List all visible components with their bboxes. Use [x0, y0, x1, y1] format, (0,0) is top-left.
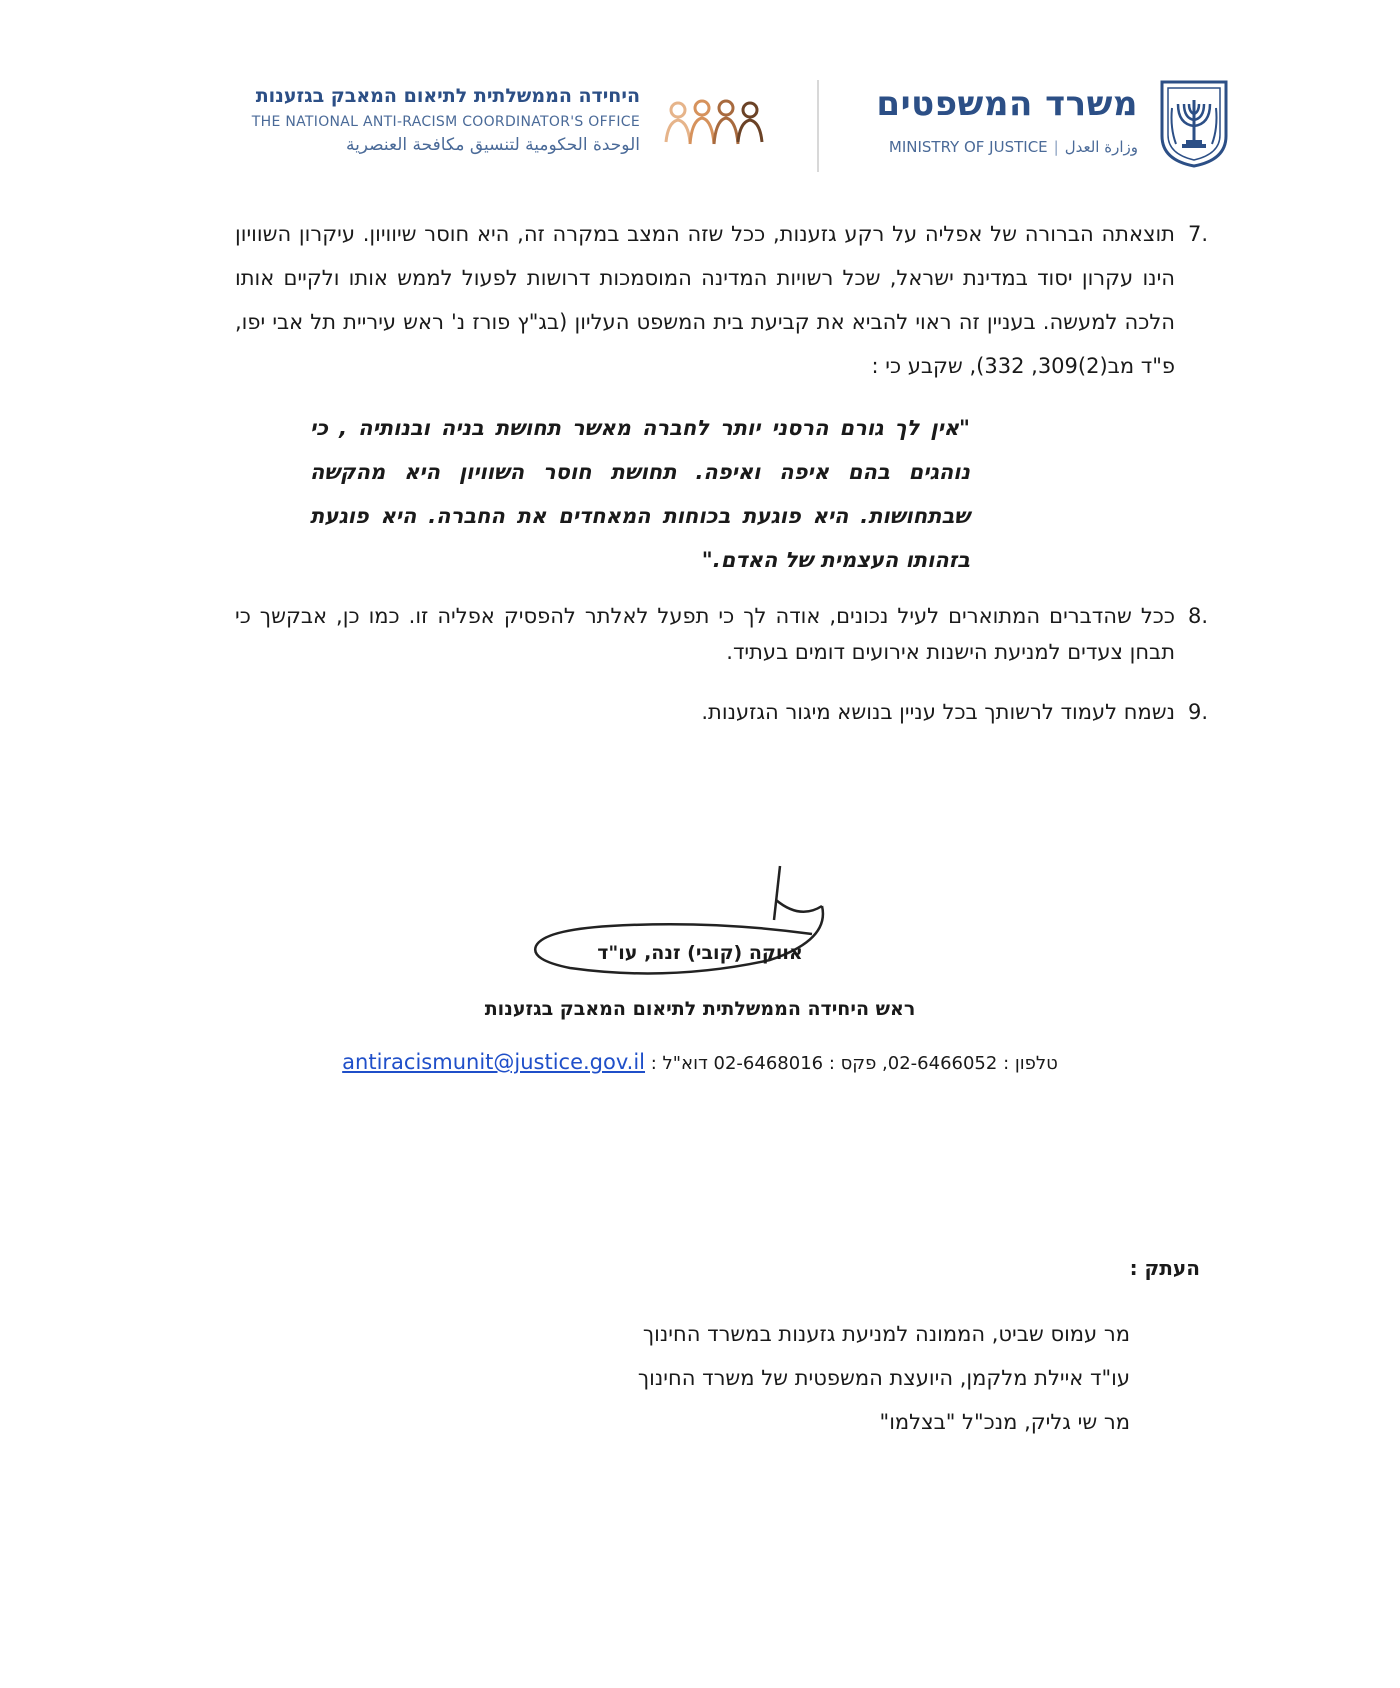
- paragraph-8: [190, 598, 1209, 670]
- unit-name-block: [200, 84, 640, 156]
- paragraph-text: תוצאתה הברורה של אפליה על רקע גזענות, ככל שזה המצב במקרה זה, היא חוסר שיוויון. עיקרון השוויון הינו עקרון יסוד במדינת ישראל, שכל רשויות המדינה המוסמכות דרושות לפעול לממש אותו ולקיים אותו הלכה למעשה. בעניין זה ראוי להביא את קביעת בית המשפט העליון (בג"ץ פורז נ' ראש עיריית תל אבי יפו, פ"ד מב(2)309, 332), שקבע כי :: [235, 222, 1175, 378]
- cc-recipient: עו"ד איילת מלקמן, היועצת המשפטית של משרד החינוך: [637, 1366, 1130, 1390]
- unit-name-hebrew: היחידה הממשלתית לתיאום המאבק בגזענות: [255, 85, 640, 107]
- paragraph-9: [190, 694, 1209, 730]
- ministry-name-arabic: وزارة العدل: [1064, 138, 1138, 156]
- cc-recipient: מר שי גליק, מנכ"ל "בצלמו": [879, 1410, 1130, 1434]
- people-group-icon: [660, 96, 770, 156]
- unit-name-english: THE NATIONAL ANTI-RACISM COORDINATOR'S OFFICE: [251, 114, 640, 130]
- cc-recipients-list: [430, 1312, 1130, 1444]
- contact-email-link[interactable]: antiracismunit@justice.gov.il: [342, 1050, 646, 1074]
- unit-name-arabic: الوحدة الحكومية لتنسيق مكافحة العنصرية: [345, 135, 640, 155]
- cc-recipient: מר עמוס שביט, הממונה למניעת גזענות במשרד החינוך: [642, 1322, 1130, 1346]
- signatory-name: אווקה (קובי) זנה, עו"ד: [597, 942, 803, 964]
- paragraph-number: .9: [1187, 700, 1209, 724]
- signatory-title: ראש היחידה הממשלתית לתיאום המאבק בגזענות: [484, 998, 916, 1020]
- paragraph-text: נשמח לעמוד לרשותך בכל עניין בנושא מיגור הגזענות.: [701, 700, 1175, 724]
- paragraph-number: .7: [1187, 222, 1209, 246]
- ministry-name-block: [848, 84, 1138, 156]
- contact-details: [300, 1050, 1100, 1074]
- paragraph-number: .8: [1187, 604, 1209, 628]
- ministry-name-english: MINISTRY OF JUSTICE: [888, 138, 1048, 156]
- state-emblem-icon: [1158, 78, 1230, 168]
- paragraph-text: ככל שהדברים המתוארים לעיל נכונים, אודה לך כי תפעל לאלתר להפסיק אפליה זו. כמו כן, אבקשך כי תבחן צעדים למניעת הישנות אירועים דומים בעתיד.: [235, 604, 1175, 664]
- letterhead: [200, 78, 1230, 178]
- divider-bar: |: [1053, 138, 1059, 156]
- letter-body: [190, 212, 1209, 730]
- ministry-name-hebrew: משרד המשפטים: [876, 84, 1138, 124]
- ministry-name-subline: [848, 138, 1138, 156]
- contact-phone-fax: טלפון : 02-6466052, פקס : 02-6468016 דוא"ל :: [650, 1053, 1058, 1074]
- paragraph-7: [190, 212, 1209, 388]
- header-divider: [817, 80, 819, 172]
- cc-label: העתק :: [1129, 1256, 1200, 1280]
- court-quote: "אין לך גורם הרסני יותר לחברה מאשר תחושת בניה ובנותיה , כי נוהגים בהם איפה ואיפה. תחושת חוסר השוויון היא מהקשה שבתחושות. היא פוגעת בכוחות המאחדים את החברה. היא פוגעת בזהותו העצמית של האדם.": [310, 416, 970, 572]
